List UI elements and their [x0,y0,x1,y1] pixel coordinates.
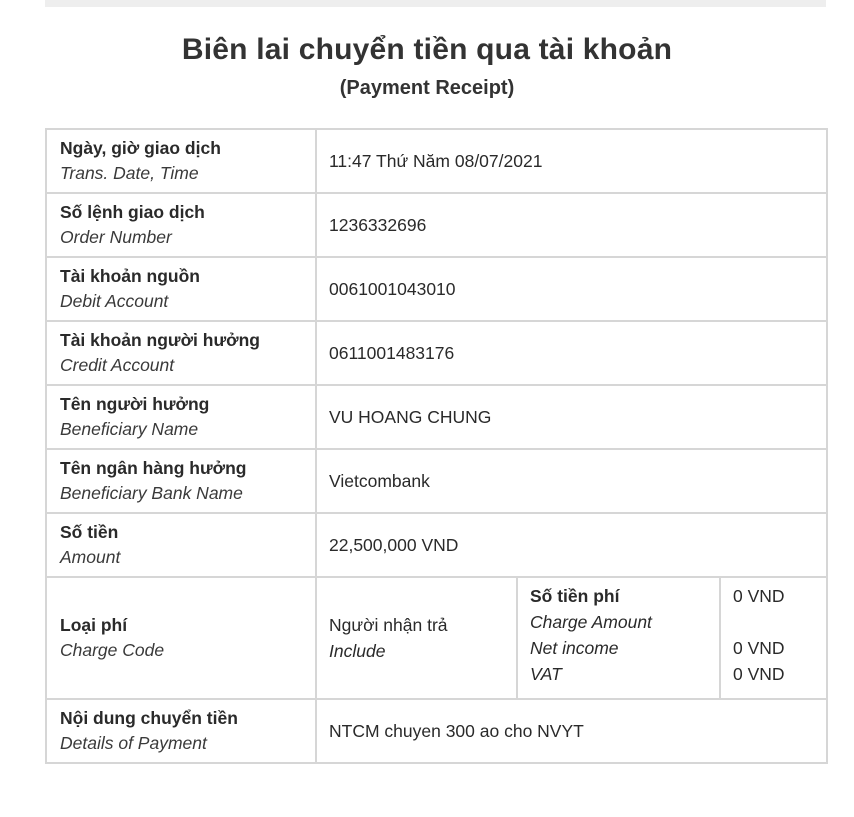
label-en: Credit Account [60,355,175,375]
vat-label: VAT [530,664,562,684]
charge-value: 0 VND [733,586,785,606]
row-credit-account [46,321,827,385]
order-number-value: 1236332696 [316,193,827,257]
beneficiary-name-value: VU HOANG CHUNG [316,385,827,449]
label-cell [46,321,316,385]
fee-type-cell [316,577,517,699]
credit-account-value: 0611001483176 [316,321,827,385]
label-cell [46,449,316,513]
label-en: Beneficiary Name [60,419,199,439]
fee-values-cell [720,577,827,699]
label-vi: Nội dung chuyển tiền [60,708,238,728]
label-en: Order Number [60,227,172,247]
receipt-title: Biên lai chuyển tiền qua tài khoản [181,33,673,66]
label-cell [46,257,316,321]
beneficiary-bank-value: Vietcombank [316,449,827,513]
label-en: Trans. Date, Time [60,163,199,183]
top-bar [45,0,826,7]
net-income-label: Net income [530,638,619,658]
row-order-number [46,193,827,257]
receipt-table [45,128,828,764]
label-cell [46,513,316,577]
label-vi: Tên người hưởng [60,394,210,414]
trans-date-value: 11:47 Thứ Năm 08/07/2021 [316,129,827,193]
row-details [46,699,827,763]
label-cell [46,129,316,193]
fee-type-en: Include [329,641,386,661]
fee-labels-cell [517,577,720,699]
row-beneficiary-bank [46,449,827,513]
label-en: Debit Account [60,291,169,311]
label-vi: Tên ngân hàng hưởng [60,458,247,478]
label-cell [46,699,316,763]
row-beneficiary-name [46,385,827,449]
label-vi: Số tiền [60,522,119,542]
row-trans-date [46,129,827,193]
debit-account-value: 0061001043010 [316,257,827,321]
net-income-value: 0 VND [733,638,785,658]
vat-value: 0 VND [733,664,785,684]
label-vi: Số lệnh giao dịch [60,202,205,222]
row-charge-code [46,577,827,699]
row-amount [46,513,827,577]
label-vi: Tài khoản người hưởng [60,330,260,350]
label-en: Charge Code [60,640,165,660]
label-cell [46,193,316,257]
charge-label-vi: Số tiền phí [530,586,620,606]
label-cell [46,577,316,699]
amount-value: 22,500,000 VND [316,513,827,577]
details-value: NTCM chuyen 300 ao cho NVYT [316,699,827,763]
label-cell [46,385,316,449]
receipt-subtitle: (Payment Receipt) [339,77,515,99]
label-vi: Loại phí [60,615,128,635]
label-en: Details of Payment [60,733,207,753]
label-en: Amount [60,547,121,567]
row-debit-account [46,257,827,321]
label-vi: Ngày, giờ giao dịch [60,138,221,158]
charge-label-en: Charge Amount [530,612,652,632]
label-en: Beneficiary Bank Name [60,483,243,503]
fee-type-vi: Người nhận trả [329,615,448,635]
spacer [733,609,826,635]
label-vi: Tài khoản nguồn [60,266,200,286]
